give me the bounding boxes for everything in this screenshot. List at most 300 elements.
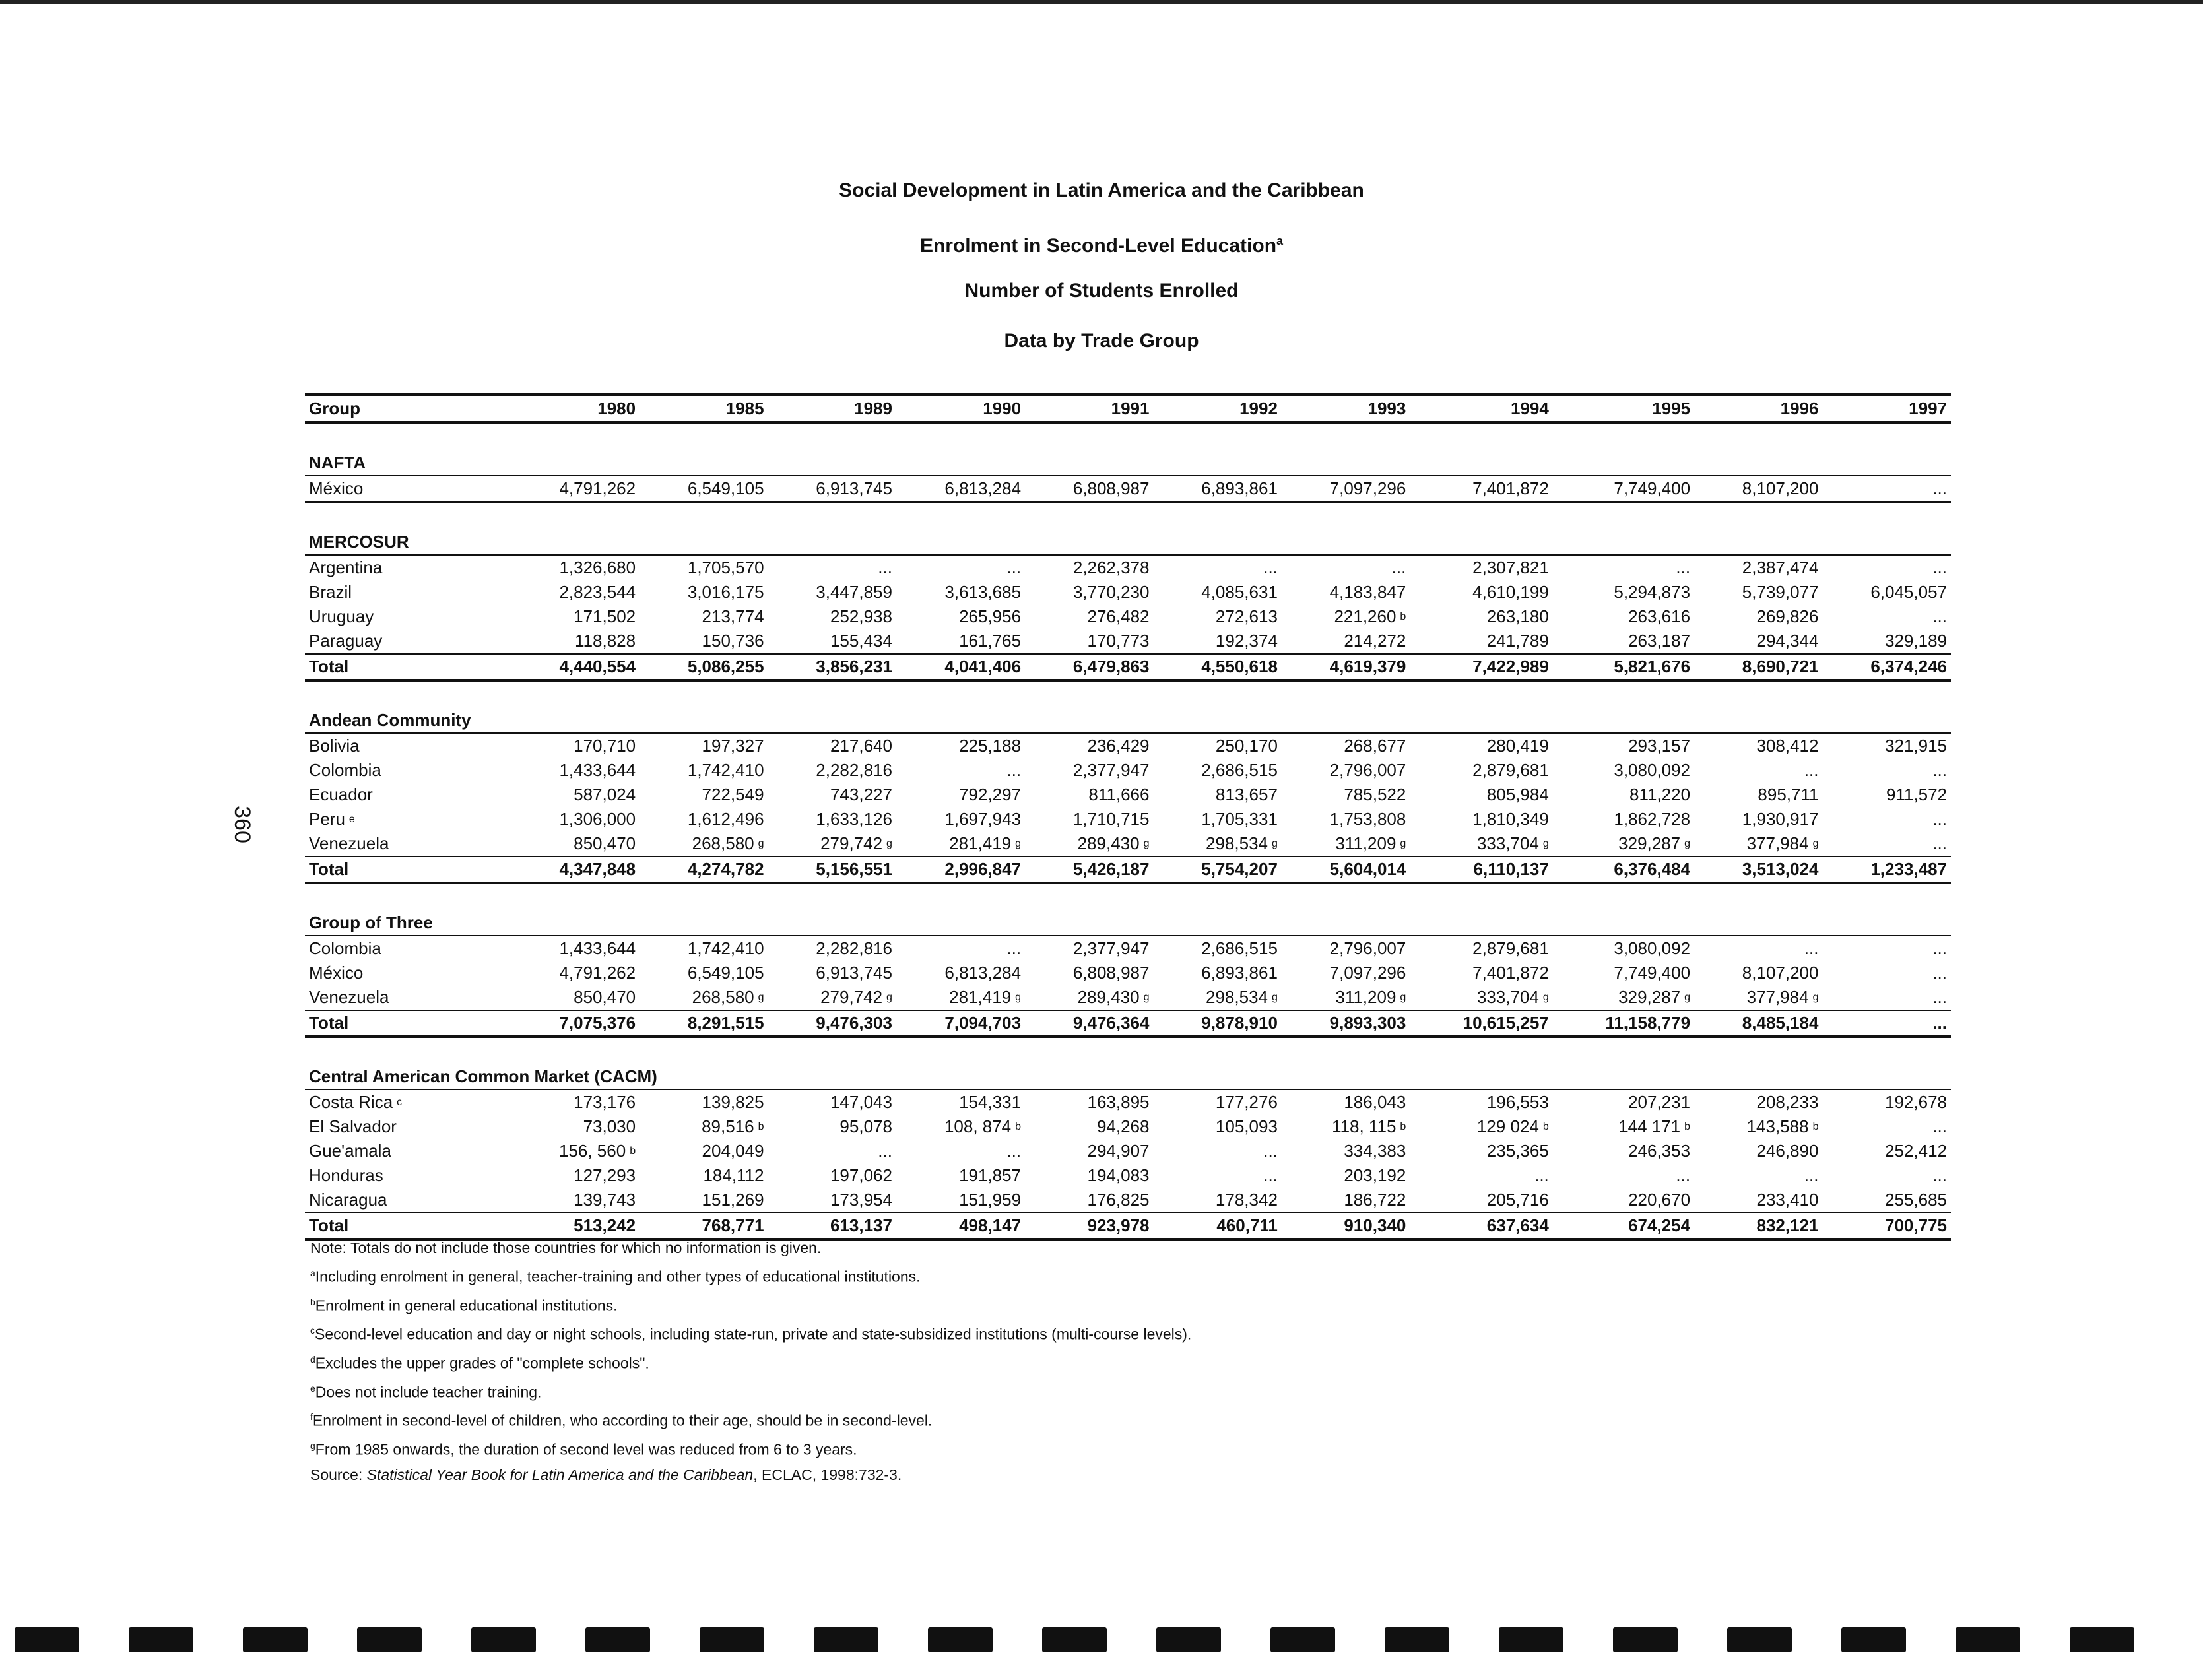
value-cell — [1025, 807, 1153, 831]
value: 911,572 — [1886, 785, 1947, 804]
value: 7,097,296 — [1329, 478, 1406, 498]
value: 95,078 — [839, 1116, 892, 1136]
footnote-line — [310, 1318, 1191, 1347]
value: 294,907 — [1087, 1141, 1150, 1161]
value-cell — [1153, 1139, 1281, 1163]
registration-bar — [1270, 1627, 1335, 1652]
header-year: 1989 — [854, 398, 892, 418]
table-row — [305, 783, 1951, 807]
value: 221,260 — [1334, 606, 1397, 626]
value-cell — [1282, 783, 1410, 807]
registration-bar — [243, 1627, 308, 1652]
value: 161,765 — [959, 631, 1022, 651]
value: 2,377,947 — [1072, 760, 1150, 780]
value: 192,678 — [1885, 1092, 1947, 1112]
value-cell — [1822, 1139, 1951, 1163]
value-cell — [896, 476, 1025, 502]
value-cell — [768, 1188, 896, 1213]
total-label: Total — [309, 859, 349, 879]
value: 333,704 — [1476, 833, 1539, 853]
value: 3,447,859 — [816, 582, 892, 602]
value: 2,879,681 — [1472, 760, 1549, 780]
value-cell — [1153, 936, 1281, 961]
value-cell — [1553, 783, 1694, 807]
value-cell — [1153, 1188, 1281, 1213]
value: 255,685 — [1885, 1190, 1947, 1210]
footnote-letter: c — [310, 1325, 315, 1336]
value: 281,419 — [949, 987, 1012, 1007]
total-value: 498,147 — [959, 1215, 1022, 1235]
value-cell — [1410, 555, 1552, 580]
value-cell — [896, 961, 1025, 985]
total-value: 9,476,364 — [1072, 1013, 1150, 1033]
value: 2,686,515 — [1201, 938, 1278, 958]
footnote-text: Including enrolment in general, teacher-training and other types of educational institutions. — [315, 1268, 921, 1285]
value: ... — [1263, 1141, 1278, 1161]
group-title-row — [305, 907, 1951, 936]
value: 1,862,728 — [1614, 809, 1691, 829]
country-name — [305, 936, 511, 961]
header-year: 1985 — [725, 398, 764, 418]
value-cell — [1694, 1139, 1822, 1163]
value-cell — [511, 1089, 640, 1115]
value: 150,736 — [702, 631, 764, 651]
subtitle-footnote-mark: a — [1276, 234, 1284, 247]
total-value: 700,775 — [1885, 1215, 1947, 1235]
value-cell — [1822, 580, 1951, 604]
value: 5,739,077 — [1742, 582, 1819, 602]
value: 156, 560 — [558, 1141, 626, 1161]
value-cell — [511, 1163, 640, 1188]
value-cell — [1553, 831, 1694, 856]
value: 176,825 — [1087, 1190, 1150, 1210]
table-row — [305, 629, 1951, 654]
table-body — [305, 423, 1951, 1240]
value: 236,429 — [1087, 736, 1150, 756]
value: 170,710 — [574, 736, 636, 756]
footnote-letter: d — [310, 1353, 315, 1365]
page-number: 360 — [229, 806, 255, 843]
footnote-mark: b — [1400, 1121, 1406, 1132]
registration-bar — [1727, 1627, 1792, 1652]
value-cell — [1282, 1139, 1410, 1163]
footnote-line — [310, 1376, 1191, 1405]
value: 105,093 — [1215, 1116, 1278, 1136]
value-cell — [768, 733, 896, 758]
value-cell — [1822, 1089, 1951, 1115]
footnote-line — [310, 1404, 1191, 1433]
value: 6,808,987 — [1072, 478, 1150, 498]
value-cell — [1694, 1188, 1822, 1213]
total-value: 6,376,484 — [1614, 859, 1691, 879]
value: 289,430 — [1077, 987, 1140, 1007]
value: 308,412 — [1756, 736, 1819, 756]
value: ... — [1263, 1165, 1278, 1185]
value: 263,187 — [1628, 631, 1691, 651]
value-cell — [1410, 961, 1552, 985]
value-cell — [1694, 580, 1822, 604]
value: 129 024 — [1476, 1116, 1539, 1136]
registration-bar — [1841, 1627, 1906, 1652]
table-header-row — [305, 395, 1951, 423]
spacer-cell — [305, 680, 1951, 704]
group-title: NAFTA — [309, 453, 366, 472]
spacer-row — [305, 680, 1951, 704]
footnote-mark: g — [1400, 992, 1406, 1003]
value-cell — [896, 758, 1025, 783]
value: 811,220 — [1629, 785, 1691, 804]
value-cell — [640, 1139, 768, 1163]
value: ... — [878, 558, 892, 577]
group-title: Group of Three — [309, 913, 433, 932]
value-cell — [1025, 961, 1153, 985]
value: 139,825 — [702, 1092, 764, 1112]
footnote-mark: g — [1542, 838, 1549, 849]
value-cell — [1282, 1163, 1410, 1188]
value: 1,697,943 — [944, 809, 1022, 829]
value: 850,470 — [574, 833, 636, 853]
value-cell — [1553, 936, 1694, 961]
value: 220,670 — [1628, 1190, 1691, 1210]
value-cell — [768, 580, 896, 604]
value-cell — [1153, 961, 1281, 985]
spacer-cell — [305, 1037, 1951, 1060]
source-label: Source: — [310, 1466, 367, 1483]
footnote-mark: b — [1542, 1121, 1549, 1132]
footnote-mark: b — [630, 1146, 636, 1157]
subtitle-trade-group: Data by Trade Group — [1004, 330, 1199, 352]
source-title: Statistical Year Book for Latin America and the Caribbean — [366, 1466, 754, 1483]
footnote-mark: g — [1272, 992, 1278, 1003]
value: ... — [1932, 760, 1947, 780]
footnote-mark: b — [1400, 611, 1406, 622]
total-value: 637,634 — [1486, 1215, 1549, 1235]
table-row — [305, 733, 1951, 758]
footnote-mark: g — [1684, 992, 1691, 1003]
value-cell — [1410, 604, 1552, 629]
value-cell — [768, 758, 896, 783]
registration-bar — [2070, 1627, 2134, 1652]
value: ... — [1006, 558, 1022, 577]
footnote-mark: g — [758, 838, 764, 849]
value: ... — [1676, 558, 1691, 577]
total-value: 768,771 — [702, 1215, 764, 1235]
header-year: 1991 — [1111, 398, 1150, 418]
value-cell — [511, 580, 640, 604]
value: 298,534 — [1206, 987, 1268, 1007]
country-name — [305, 1188, 511, 1213]
value-cell — [896, 807, 1025, 831]
registration-bar — [357, 1627, 422, 1652]
value-cell — [896, 1089, 1025, 1115]
value: 276,482 — [1087, 606, 1150, 626]
total-value: 6,479,863 — [1072, 657, 1150, 676]
country-name — [305, 555, 511, 580]
value: 329,189 — [1885, 631, 1947, 651]
value-cell — [1025, 580, 1153, 604]
header-year: 1996 — [1780, 398, 1819, 418]
country-name — [305, 807, 511, 831]
value: 217,640 — [830, 736, 892, 756]
total-value: 4,274,782 — [687, 859, 764, 879]
value: 73,030 — [583, 1116, 636, 1136]
value-cell — [511, 604, 640, 629]
table-row — [305, 555, 1951, 580]
value-cell — [768, 1115, 896, 1139]
value-cell — [768, 936, 896, 961]
country-label: Costa Rica — [309, 1092, 393, 1112]
value-cell — [1282, 831, 1410, 856]
table-row — [305, 936, 1951, 961]
country-label: Bolivia — [309, 736, 360, 756]
value: 197,327 — [702, 736, 764, 756]
registration-bar — [1499, 1627, 1563, 1652]
value: 6,893,861 — [1201, 963, 1278, 983]
country-name — [305, 580, 511, 604]
total-value: 3,856,231 — [816, 657, 892, 676]
value: 813,657 — [1215, 785, 1278, 804]
value-cell — [1282, 580, 1410, 604]
value-cell — [511, 985, 640, 1010]
value: 587,024 — [574, 785, 636, 804]
value: ... — [1932, 606, 1947, 626]
country-label: Colombia — [309, 938, 381, 958]
value-cell — [1153, 1089, 1281, 1115]
value-cell — [896, 555, 1025, 580]
value: 280,419 — [1486, 736, 1549, 756]
value: 7,401,872 — [1472, 963, 1549, 983]
country-label: Venezuela — [309, 833, 389, 853]
value: 3,080,092 — [1614, 760, 1691, 780]
value-cell — [1410, 1115, 1552, 1139]
value: 197,062 — [830, 1165, 892, 1185]
value: ... — [1534, 1165, 1549, 1185]
country-name — [305, 985, 511, 1010]
top-border-line — [0, 0, 2203, 4]
header-year: 1993 — [1367, 398, 1406, 418]
country-name — [305, 831, 511, 856]
table-row — [305, 985, 1951, 1010]
value-cell — [1553, 1139, 1694, 1163]
country-name — [305, 1139, 511, 1163]
value: 269,826 — [1756, 606, 1819, 626]
value-cell — [768, 961, 896, 985]
value-cell — [511, 783, 640, 807]
total-value: 8,690,721 — [1742, 657, 1819, 676]
value: 151,269 — [702, 1190, 764, 1210]
footnote-mark: b — [758, 1121, 764, 1132]
subtitle-number-enrolled: Number of Students Enrolled — [964, 280, 1239, 302]
value-cell — [1282, 936, 1410, 961]
value-cell — [640, 580, 768, 604]
value-cell — [511, 758, 640, 783]
value: 173,954 — [830, 1190, 892, 1210]
table-row — [305, 831, 1951, 856]
value: 6,913,745 — [816, 478, 892, 498]
value-cell — [1553, 1163, 1694, 1188]
table-row — [305, 1188, 1951, 1213]
value: 186,722 — [1344, 1190, 1406, 1210]
value: 252,938 — [830, 606, 892, 626]
value: ... — [1804, 938, 1819, 958]
value-cell — [1694, 758, 1822, 783]
country-name — [305, 961, 511, 985]
total-row — [305, 856, 1951, 883]
value-cell — [1153, 476, 1281, 502]
country-label: Nicaragua — [309, 1190, 387, 1210]
total-label: Total — [309, 1215, 349, 1235]
value: 94,268 — [1096, 1116, 1150, 1136]
spacer-row — [305, 502, 1951, 526]
value-cell — [1694, 1115, 1822, 1139]
value: 1,326,680 — [559, 558, 636, 577]
total-value: ... — [1932, 1013, 1947, 1033]
header-group: Group — [309, 398, 360, 418]
value-cell — [511, 936, 640, 961]
value-cell — [640, 1163, 768, 1188]
value: 155,434 — [830, 631, 892, 651]
value-cell — [1025, 1115, 1153, 1139]
country-label: México — [309, 478, 364, 498]
value: 139,743 — [574, 1190, 636, 1210]
registration-bar — [1956, 1627, 2020, 1652]
value-cell — [1410, 831, 1552, 856]
value-cell — [1153, 580, 1281, 604]
value-cell — [640, 733, 768, 758]
value: 208,233 — [1756, 1092, 1819, 1112]
footnote-mark: g — [1542, 992, 1549, 1003]
value-cell — [1282, 758, 1410, 783]
value: ... — [1932, 558, 1947, 577]
value-cell — [1694, 961, 1822, 985]
value-cell — [511, 961, 640, 985]
value: 144 171 — [1618, 1116, 1681, 1136]
value: 895,711 — [1758, 785, 1819, 804]
total-value: 4,347,848 — [559, 859, 636, 879]
value: 4,183,847 — [1329, 582, 1406, 602]
total-value: 613,137 — [830, 1215, 892, 1235]
table-row — [305, 1163, 1951, 1188]
value-cell — [1025, 629, 1153, 654]
footnotes — [310, 1235, 1191, 1487]
value: 1,810,349 — [1472, 809, 1549, 829]
value: 173,176 — [574, 1092, 636, 1112]
footnote-mark: b — [1684, 1121, 1691, 1132]
total-value: 460,711 — [1216, 1215, 1278, 1235]
registration-bar — [1385, 1627, 1449, 1652]
value-cell — [640, 936, 768, 961]
footnote-line — [310, 1347, 1191, 1376]
value-cell — [640, 783, 768, 807]
value-cell — [768, 555, 896, 580]
value-cell — [1553, 555, 1694, 580]
value: 6,813,284 — [944, 963, 1022, 983]
footnote-mark: g — [1812, 838, 1819, 849]
registration-bar — [928, 1627, 993, 1652]
enrolment-table — [305, 393, 1951, 1241]
table-row — [305, 580, 1951, 604]
registration-bar — [471, 1627, 536, 1652]
header-year: 1994 — [1510, 398, 1549, 418]
value-cell — [896, 604, 1025, 629]
footnote-mark: b — [1015, 1121, 1022, 1132]
footnote-text: Enrolment in second-level of children, who according to their age, should be in second-level. — [312, 1411, 933, 1429]
footnote-mark: b — [1812, 1121, 1819, 1132]
total-value: 4,440,554 — [559, 657, 636, 676]
value-cell — [1822, 476, 1951, 502]
value-cell — [640, 961, 768, 985]
value: 811,666 — [1088, 785, 1150, 804]
value-cell — [511, 476, 640, 502]
value: ... — [1006, 1141, 1022, 1161]
footnote-mark: g — [1272, 838, 1278, 849]
footnote-mark: g — [1143, 992, 1150, 1003]
value: 289,430 — [1077, 833, 1140, 853]
total-value: 6,374,246 — [1870, 657, 1947, 676]
value: 2,387,474 — [1742, 558, 1819, 577]
total-value: 7,075,376 — [559, 1013, 636, 1033]
value: 294,344 — [1756, 631, 1819, 651]
value-cell — [1282, 555, 1410, 580]
value-cell — [640, 555, 768, 580]
footnote-letter: a — [310, 1268, 315, 1278]
value: 1,930,917 — [1742, 809, 1819, 829]
registration-bar — [1042, 1627, 1107, 1652]
value-cell — [768, 604, 896, 629]
value: 6,045,057 — [1870, 582, 1947, 602]
total-value: 5,156,551 — [816, 859, 892, 879]
table-row — [305, 1089, 1951, 1115]
value: 177,276 — [1215, 1092, 1278, 1112]
country-name — [305, 476, 511, 502]
value-cell — [1410, 629, 1552, 654]
value-cell — [1025, 783, 1153, 807]
value-cell — [768, 985, 896, 1010]
value-cell — [511, 629, 640, 654]
value-cell — [511, 555, 640, 580]
total-value: 4,550,618 — [1201, 657, 1278, 676]
registration-bar — [585, 1627, 650, 1652]
country-name — [305, 783, 511, 807]
value-cell — [1410, 1139, 1552, 1163]
registration-bar — [700, 1627, 764, 1652]
value-cell — [1694, 936, 1822, 961]
value: ... — [1006, 760, 1022, 780]
value-cell — [1153, 758, 1281, 783]
value: 785,522 — [1344, 785, 1406, 804]
footnote-letter: f — [310, 1411, 313, 1423]
country-label: Paraguay — [309, 631, 383, 651]
footnote-line — [310, 1235, 1191, 1260]
footnote-mark: g — [1015, 992, 1022, 1003]
value-cell — [1410, 783, 1552, 807]
total-value: 7,422,989 — [1472, 657, 1549, 676]
value-cell — [1410, 476, 1552, 502]
value-cell — [1153, 629, 1281, 654]
value-cell — [640, 1188, 768, 1213]
value-cell — [1822, 758, 1951, 783]
country-label: Argentina — [309, 558, 383, 577]
value-cell — [1025, 476, 1153, 502]
footnote-mark: g — [1812, 992, 1819, 1003]
value-cell — [1694, 985, 1822, 1010]
value-cell — [896, 629, 1025, 654]
header-year: 1995 — [1652, 398, 1691, 418]
value-cell — [1025, 1163, 1153, 1188]
value-cell — [1153, 831, 1281, 856]
value-cell — [1822, 936, 1951, 961]
value-cell — [1553, 1115, 1694, 1139]
